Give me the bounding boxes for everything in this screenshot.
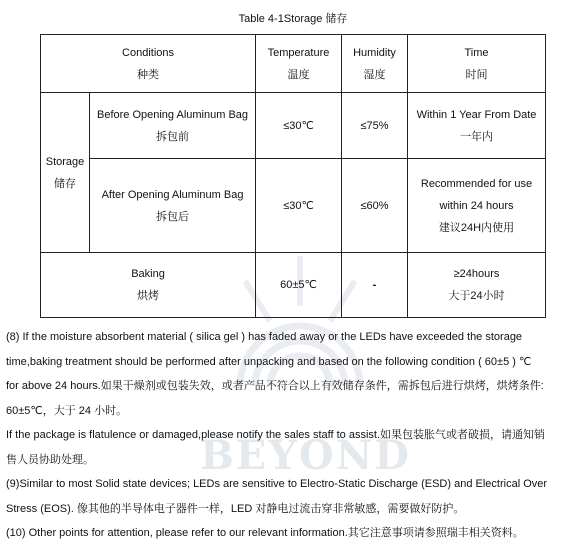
condition-cell: Before Opening Aluminum Bag 拆包前 <box>90 93 256 159</box>
notes-section <box>6 325 582 546</box>
header-humidity: Humidity 湿度 <box>342 35 408 93</box>
header-conditions: Conditions 种类 <box>41 35 256 93</box>
storage-label-cell: Storage 储存 <box>41 93 90 253</box>
header-row <box>41 35 546 93</box>
header-temperature: Temperature 温度 <box>256 35 342 93</box>
note-line: (9)Similar to most Solid state devices; LEDs are sensitive to Electro-Static Discharge (ESD) and Electrical Over <box>6 478 548 490</box>
table-row <box>41 93 546 159</box>
note-line: time,baking treatment should be performed after unpacking and based on the following condition ( 60±5 ) ℃ <box>6 355 532 368</box>
note-line: If the package is flatulence or damaged,please notify the sales staff to assist.如果包装胀气或者破损，请通知销 <box>6 429 546 441</box>
baking-cell: Baking 烘烤 <box>41 253 256 318</box>
table-title: Table 4-1Storage 储存 <box>238 13 348 25</box>
time-cell: Recommended for use within 24 hours 建议24H内使用 <box>408 159 546 253</box>
temperature-cell: ≤30℃ <box>256 159 342 253</box>
note-line: 售人员协助处理。 <box>6 453 94 466</box>
table-row <box>41 159 546 253</box>
humidity-cell: ≤60% <box>342 159 408 253</box>
note-line: (10) Other points for attention, please refer to our relevant information.其它注意事项请参照瑞丰相关资料。 <box>6 527 524 539</box>
temperature-cell: 60±5℃ <box>256 253 342 318</box>
header-time: Time 时间 <box>408 35 546 93</box>
table-row <box>41 253 546 318</box>
storage-table <box>40 34 546 318</box>
humidity-cell: ≤75% <box>342 93 408 159</box>
note-line: for above 24 hours.如果干燥剂或包装失效，或者产品不符合以上有效储存条件，需拆包后进行烘烤，烘烤条件: <box>6 380 544 392</box>
note-line: 60±5℃，大于 24 小时。 <box>6 404 128 417</box>
humidity-cell: - <box>342 253 408 318</box>
time-cell: ≥24hours 大于24小时 <box>408 253 546 318</box>
note-line: Stress (EOS). 像其他的半导体电子器件一样，LED 对静电过流击穿非常敏感，需要做好防护。 <box>6 502 465 515</box>
temperature-cell: ≤30℃ <box>256 93 342 159</box>
watermark-text: BEYOND <box>200 432 411 479</box>
note-line: (8) If the moisture absorbent material ( silica gel ) has faded away or the LEDs have exceeded the storage <box>6 331 523 343</box>
time-cell: Within 1 Year From Date 一年内 <box>408 93 546 159</box>
condition-cell: After Opening Aluminum Bag 拆包后 <box>90 159 256 253</box>
